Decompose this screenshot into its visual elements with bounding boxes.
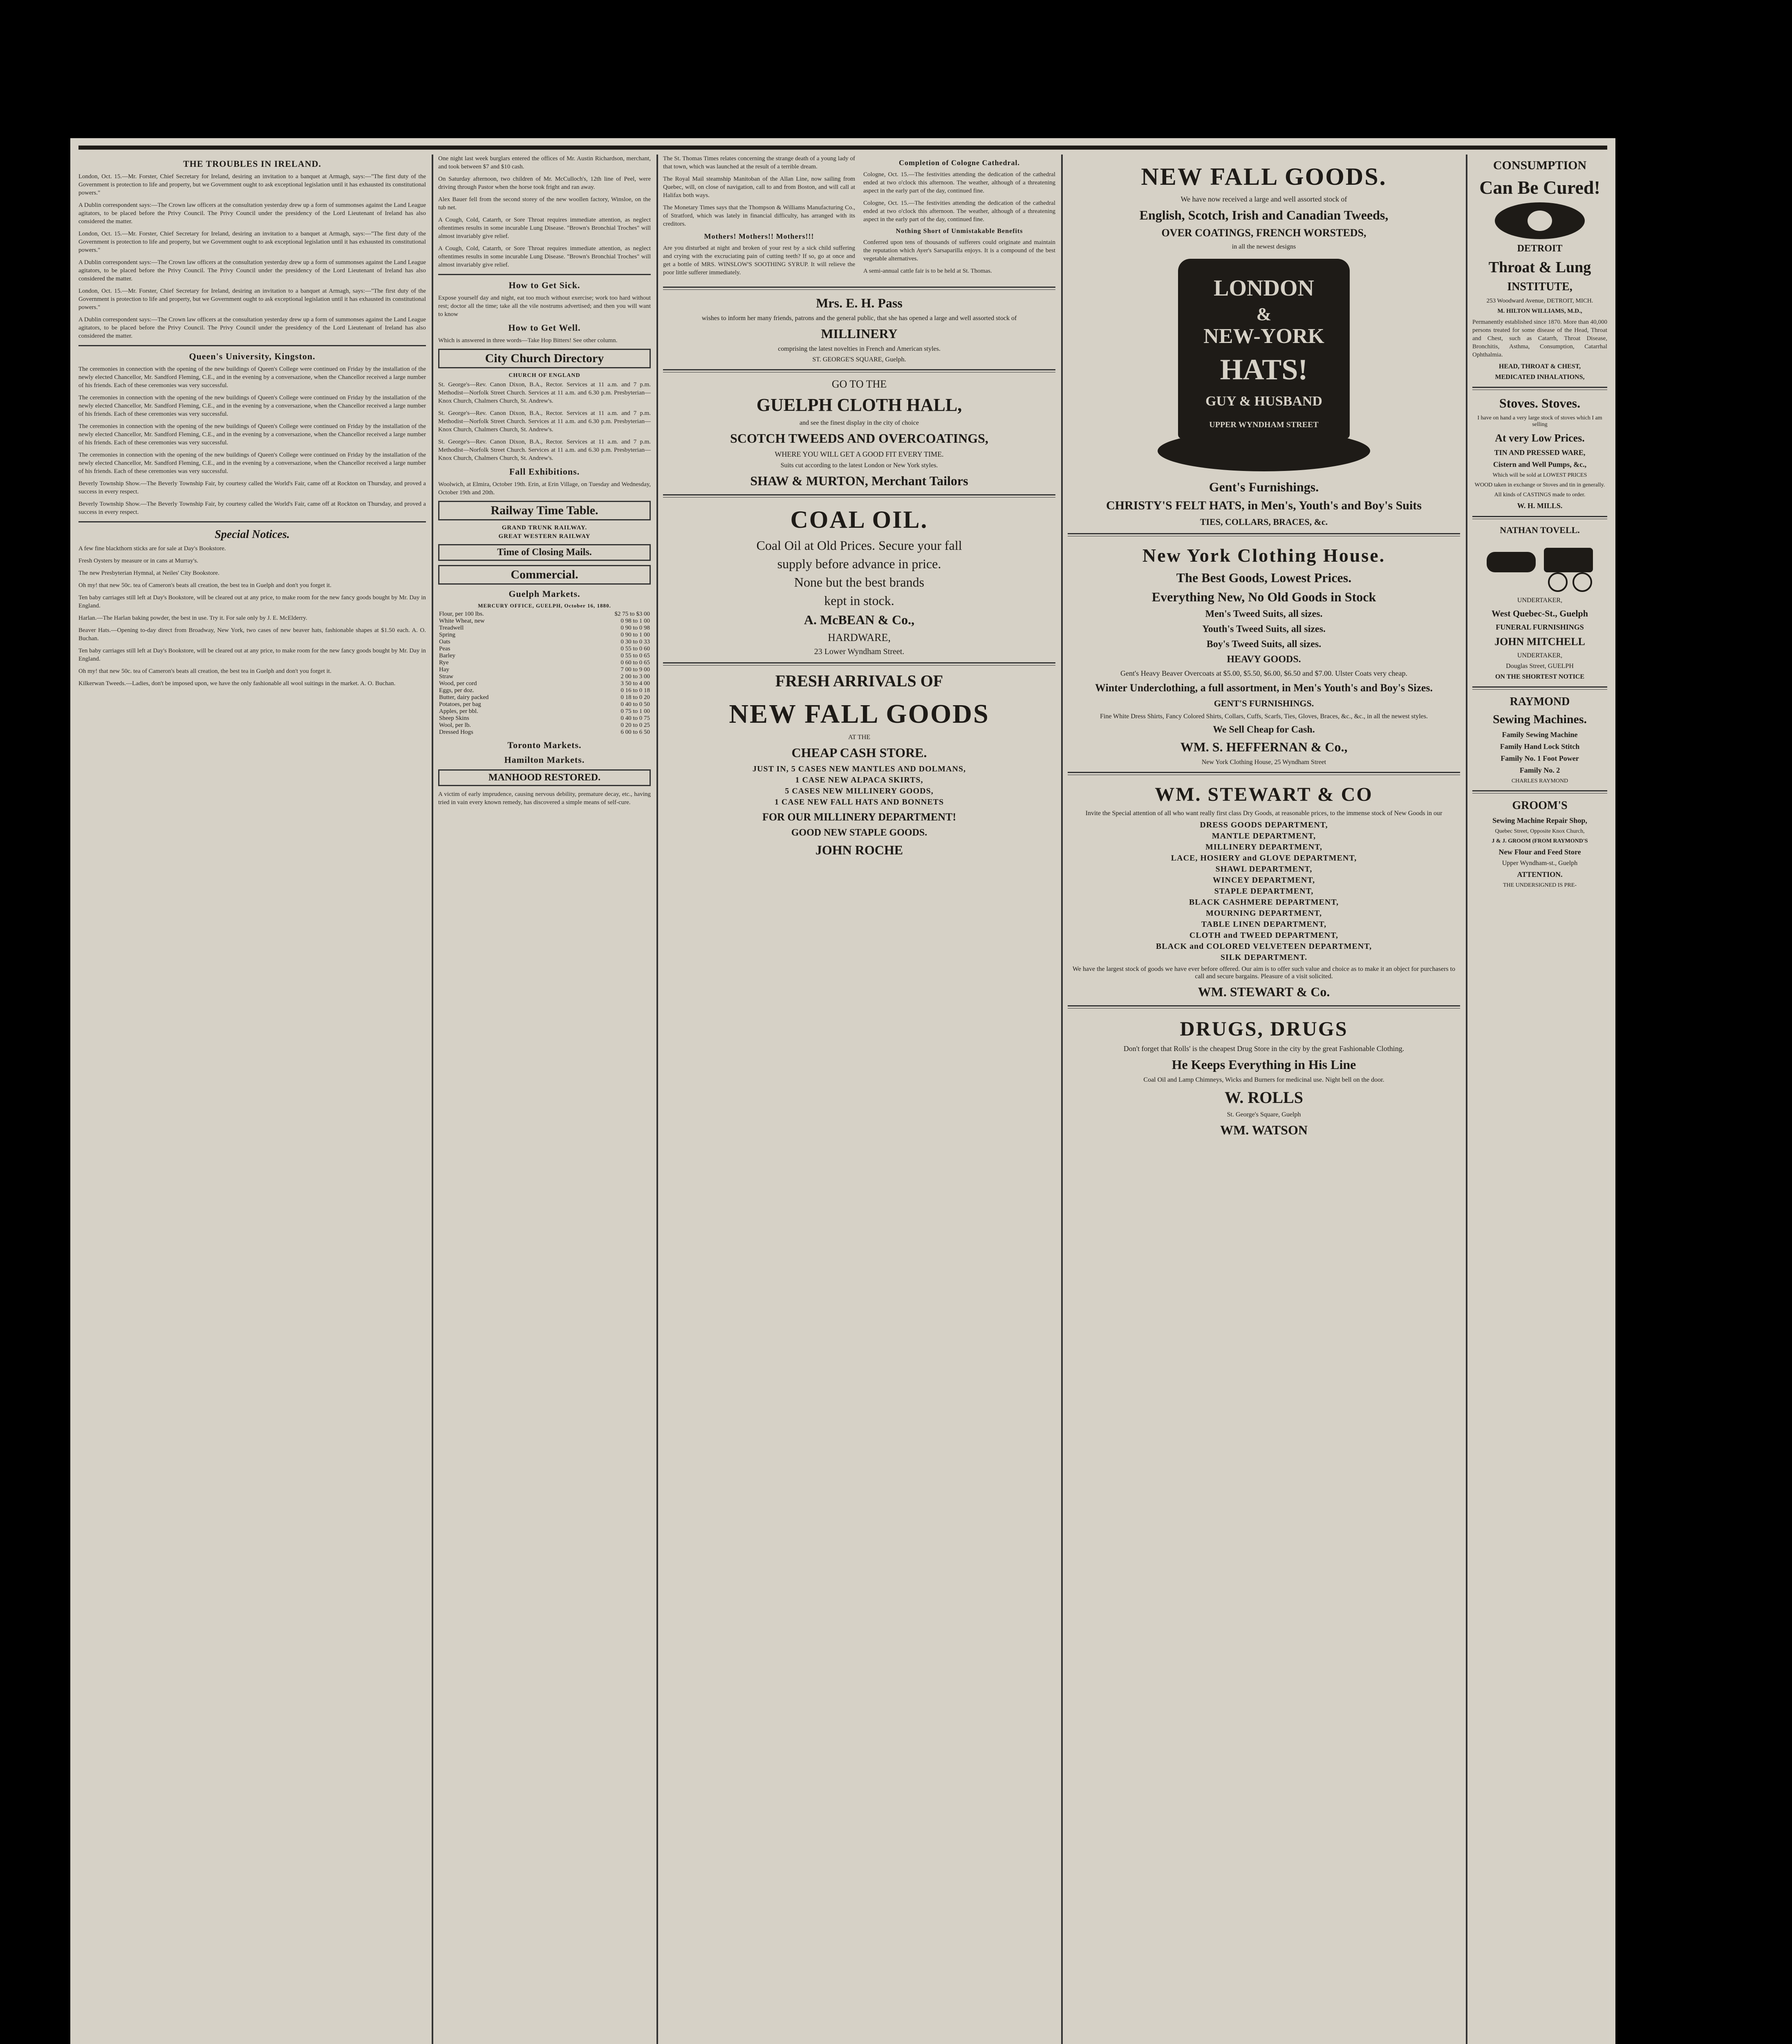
department-item: DRESS GOODS DEPARTMENT, [1200, 820, 1328, 829]
ad-heading: OVER COATINGS, FRENCH WORSTEDS, [1161, 227, 1366, 239]
ad-heading: FOR OUR MILLINERY DEPARTMENT! [762, 811, 956, 823]
article-paragraph: Are you disturbed at night and broken of your rest by a sick child suffering and crying with the excruciating pain of cutting teeth? If so, go at once and get a bottle of MRS. WINSLOW'S SOOTHING SYRUP. It will relieve the poor little sufferer immediately. [663, 245, 855, 276]
divider [663, 494, 1055, 498]
market-row [438, 701, 651, 708]
ad-heading: GENT'S FURNISHINGS. [1214, 698, 1314, 708]
article-paragraph: London, Oct. 15.—Mr. Forster, Chief Secretary for Ireland, desiring an invitation to a banquet at Armagh, says:—"The first duty of the Government is protection to life and property, but we Government ought to ask exceptional legislation until it has exhausted its constitutional powers." [78, 288, 426, 311]
column-local-news [438, 155, 651, 2044]
department-item: MILLINERY DEPARTMENT, [1205, 843, 1322, 852]
markets-title: Guelph Markets. [508, 589, 580, 599]
market-price: 0 20 to 0 25 [620, 722, 650, 728]
ad-text: kept in stock. [824, 593, 894, 608]
ad-text: supply before advance in price. [777, 556, 941, 571]
market-price: 0 75 to 1 00 [620, 708, 650, 715]
market-row [438, 618, 651, 625]
notice: A few fine blackthorn sticks are for sale at Day's Bookstore. [78, 545, 226, 552]
market-row [438, 729, 651, 736]
article-paragraph: Cologne, Oct. 15.—The festivities attending the dedication of the cathedral ended at two o'clock this afternoon. The weather, although of a threatening aspect in the early part of the day, continued fine. [863, 171, 1055, 194]
market-row [438, 673, 651, 680]
hat-text: HATS! [1220, 353, 1308, 386]
divider [1472, 387, 1607, 390]
article-paragraph: On Saturday afternoon, two children of Mr. McCulloch's, 12th line of Peel, were driving through Pastor when the horse took fright and ran away. [438, 176, 651, 191]
hat-text: NEW-YORK [1203, 325, 1324, 348]
ad-text: wishes to inform her many friends, patrons and the general public, that she has opened a large and well assorted stock of [701, 315, 1017, 322]
ad-text: Permanently established since 1870. More than 40,000 persons treated for some disease of the Head, Throat and Chest, such as Catarrh, Throat Disease, Bronchitis, Asthma, Consumption, Catarrhal Ophthalmia. [1472, 319, 1607, 358]
market-price: 0 55 to 0 65 [620, 652, 650, 659]
ad-text: AT THE [848, 734, 871, 741]
market-row [438, 666, 651, 673]
market-row [438, 708, 651, 715]
ad-heading: GUELPH CLOTH HALL, [756, 395, 962, 415]
department-item: CLOTH and TWEED DEPARTMENT, [1189, 931, 1339, 940]
ad-text: comprising the latest novelties in French and American styles. [778, 345, 941, 352]
ad-address: St. George's Square, Guelph [1227, 1111, 1301, 1118]
ad-item: JUST IN, 5 CASES NEW MANTLES AND DOLMANS, [752, 764, 966, 773]
ad-text: A victim of early imprudence, causing nervous debility, premature decay, etc., having tried in vain every known remedy, has discovered a simple means of self-cure. [438, 791, 651, 806]
ad-item: Family No. 1 Foot Power [1501, 754, 1579, 762]
markets-title: Hamilton Markets. [504, 755, 585, 765]
market-price: 0 55 to 0 60 [620, 645, 650, 652]
market-row [438, 659, 651, 666]
ad-heading: INSTITUTE, [1507, 280, 1572, 293]
ad-heading: Gent's Furnishings. [1209, 480, 1319, 494]
department-item: STAPLE DEPARTMENT, [1214, 887, 1314, 896]
ad-name: Mrs. E. H. Pass [816, 296, 903, 310]
ad-text: Coal Oil and Lamp Chimneys, Wicks and Burners for medicinal use. Night bell on the door. [1143, 1076, 1384, 1083]
market-price: 2 00 to 3 00 [620, 673, 650, 680]
department-item: MOURNING DEPARTMENT, [1205, 909, 1322, 918]
article-paragraph: London, Oct. 15.—Mr. Forster, Chief Secretary for Ireland, desiring an invitation to a banquet at Armagh, says:—"The first duty of the Government is protection to life and property, but we Government ought to ask exceptional legislation until it has exhausted its constitutional powers." [78, 173, 426, 196]
hat-brim [1158, 430, 1370, 471]
news-left [663, 155, 855, 281]
ad-heading: GROOM'S [1512, 799, 1568, 812]
ad-text: We have now received a large and well assorted stock of [1180, 195, 1347, 203]
ad-signature: WM. S. HEFFERNAN & Co., [1180, 740, 1348, 754]
church-listing: St. George's—Rev. Canon Dixon, B.A., Rector. Services at 11 a.m. and 7 p.m. Methodist—Norfolk Street Church. Services at 11 a.m. and 6.30 p.m. Presbyterian—Knox Church, Chalmers Church, St. Andrew's. [438, 439, 651, 462]
ad-signature: W. H. MILLS. [1517, 502, 1563, 510]
divider [1068, 772, 1460, 775]
ad-heading: Sewing Machines. [1492, 713, 1587, 726]
market-row [438, 715, 651, 722]
column-rule [656, 155, 658, 2044]
ad-item: Family Hand Lock Stitch [1500, 742, 1580, 751]
market-row [438, 652, 651, 659]
notice: The new Presbyterian Hymnal, at Neiles' City Bookstore. [78, 570, 220, 576]
ad-heading: MANHOOD RESTORED. [438, 769, 651, 786]
ad-heading: At very Low Prices. [1495, 432, 1585, 444]
market-item: Oats [439, 639, 450, 645]
article-paragraph: London, Oct. 15.—Mr. Forster, Chief Secretary for Ireland, desiring an invitation to a banquet at Armagh, says:—"The first duty of the Government is protection to life and property, but we Government ought to ask exceptional legislation until it has exhausted its constitutional powers." [78, 231, 426, 253]
notice: Kilkerwan Tweeds.—Ladies, don't be imposed upon, we have the only fashionable all wool suitings in the market. A. O. Buchan. [78, 680, 396, 687]
ad-heading: New York Clothing House. [1142, 545, 1386, 566]
article-paragraph: A Dublin correspondent says:—The Crown law officers at the consultation yesterday drew up a form of summonses against the Land League agitators, to be placed before the Privy Council. The Privy Council under the presidency of the Lord Lieutenant of Ireland has also considered the matter. [78, 202, 426, 225]
market-row [438, 632, 651, 639]
market-price: 0 60 to 0 65 [620, 659, 650, 666]
ad-text: None but the best brands [794, 575, 925, 589]
hat-text: & [1256, 304, 1272, 324]
railway-name: GREAT WESTERN RAILWAY [498, 533, 591, 540]
article-paragraph: Beverly Township Show.—The Beverly Township Fair, by courtesy called the World's Fair, came off at Rockton on Thursday, and proved a success in every respect. [78, 480, 426, 495]
ad-signature: WM. STEWART & Co. [1198, 984, 1330, 999]
ad-address: Upper Wyndham-st., Guelph [1502, 860, 1578, 867]
church-listing: St. George's—Rev. Canon Dixon, B.A., Rector. Services at 11 a.m. and 7 p.m. Methodist—Norfolk Street Church. Services at 11 a.m. and 6.30 p.m. Presbyterian—Knox Church, Chalmers Church, St. Andrew's. [438, 381, 651, 404]
column-news-ireland [78, 155, 426, 2044]
ad-heading: FUNERAL FURNISHINGS [1496, 623, 1584, 631]
divider [1472, 516, 1607, 519]
article-paragraph: Expose yourself day and night, eat too much without exercise; work too hard without rest; doctor all the time; take all the vile nostrums advertised; and then you will want to know [438, 295, 651, 318]
market-row [438, 611, 651, 618]
market-item: Wood, per cord [439, 680, 477, 687]
market-price: 0 18 to 0 20 [620, 694, 650, 701]
ad-text: Suits cut according to the latest London or New York styles. [780, 462, 938, 469]
market-item: Eggs, per doz. [439, 687, 474, 694]
ad-heading: Can Be Cured! [1479, 177, 1600, 198]
market-row [438, 645, 651, 652]
ad-item: 5 CASES NEW MILLINERY GOODS, [785, 787, 934, 796]
market-row [438, 639, 651, 645]
ad-heading: NEW FALL GOODS. [1141, 163, 1387, 190]
article-paragraph: The St. Thomas Times relates concerning the strange death of a young lady of that town, which was launched at the result of a terrible dream. [663, 155, 855, 170]
ad-heading: FRESH ARRIVALS OF [775, 672, 943, 690]
ad-signature: JOHN ROCHE [815, 843, 903, 857]
ad-heading: Winter Underclothing, a full assortment, in Men's Youth's and Boy's Sizes. [1095, 682, 1433, 694]
market-row [438, 680, 651, 687]
market-item: Butter, dairy packed [439, 694, 489, 701]
ad-heading: NEW FALL GOODS [729, 699, 990, 729]
ad-text: All kinds of CASTINGS made to order. [1494, 492, 1586, 498]
article-paragraph: Which is answered in three words—Take Hop Bitters! See other column. [438, 337, 618, 344]
hearse-shape [1544, 548, 1593, 572]
column-advertisements [1068, 155, 1460, 2044]
ad-text: Which will be sold at LOWEST PRICES [1492, 472, 1587, 478]
column-news-and-ads [663, 155, 1055, 2044]
market-item: Peas [439, 645, 450, 652]
ad-address: ST. GEORGE'S SQUARE, Guelph. [812, 356, 906, 363]
ad-text: GO TO THE [831, 378, 887, 390]
markets-title: Toronto Markets. [507, 740, 582, 750]
ad-heading: Throat & Lung [1488, 259, 1591, 276]
notice: Beaver Hats.—Opening to-day direct from Broadway, New York, two cases of new beaver hats, fashionable shapes at $1.50 each. A. O. Buchan. [78, 627, 426, 642]
ad-heading: Everything New, No Old Goods in Stock [1151, 589, 1376, 604]
article-paragraph: The Monetary Times says that the Thompson & Williams Manufacturing Co., of Stratford, which was lately in financial difficulty, has arranged with its creditors. [663, 204, 855, 227]
church-listing: St. George's—Rev. Canon Dixon, B.A., Rector. Services at 11 a.m. and 7 p.m. Methodist—Norfolk Street Church. Services at 11 a.m. and 6.30 p.m. Presbyterian—Knox Church, Chalmers Church, St. Andrew's. [438, 410, 651, 433]
ad-heading: West Quebec-St., Guelph [1492, 608, 1588, 619]
ad-text: Fine White Dress Shirts, Fancy Colored Shirts, Collars, Cuffs, Scarfs, Ties, Gloves, Braces, &c., &c., in all the newest styles. [1100, 713, 1428, 720]
ad-heading: CONSUMPTION [1493, 159, 1587, 172]
department-item: SHAWL DEPARTMENT, [1215, 865, 1313, 874]
markets-subtitle: MERCURY OFFICE, GUELPH, October 16, 1880. [478, 603, 611, 609]
ad-text: Gent's Heavy Beaver Overcoats at $5.00, $5.50, $6.00, $6.50 and $7.00. Ulster Coats very cheap. [1120, 669, 1408, 677]
article-subtitle: How to Get Well. [508, 323, 581, 333]
market-price: 3 50 to 4 00 [620, 680, 650, 687]
ad-text: HARDWARE, [828, 632, 891, 643]
ad-text: I have on hand a very large stock of stoves which I am selling [1477, 415, 1602, 428]
ad-signature: A. McBEAN & Co., [804, 612, 915, 627]
ad-heading: ATTENTION. [1517, 870, 1563, 879]
ad-text: Cistern and Well Pumps, &c., [1493, 460, 1587, 468]
ad-heading: WM. STEWART & CO [1155, 784, 1373, 805]
ad-address: Quebec Street, Opposite Knox Church, [1495, 828, 1585, 834]
market-item: Hay [439, 666, 449, 673]
ad-item: Boy's Tweed Suits, all sizes. [1206, 639, 1322, 650]
market-price: 0 40 to 0 50 [620, 701, 650, 708]
ad-text: M. HILTON WILLIAMS, M.D., [1497, 308, 1582, 314]
market-item: Dressed Hogs [439, 729, 473, 735]
ad-item: Men's Tweed Suits, all sizes. [1205, 609, 1323, 619]
ad-heading: English, Scotch, Irish and Canadian Tweeds, [1139, 208, 1389, 222]
article-title: Fall Exhibitions. [509, 466, 580, 477]
ad-heading: COAL OIL. [790, 506, 928, 533]
divider [663, 287, 1055, 290]
market-row [438, 722, 651, 729]
ad-address: Douglas Street, GUELPH [1506, 663, 1574, 670]
notice: Oh my! that new 50c. tea of Cameron's beats all creation, the best tea in Guelph and don't you forget it. [78, 668, 332, 675]
wheel-icon [1572, 572, 1592, 592]
ad-text: Invite the Special attention of all who want really first class Dry Goods, at reasonable prices, to the immense stock of New Goods in our [1085, 810, 1443, 817]
article-paragraph: The ceremonies in connection with the opening of the new buildings of Queen's College were continued on Friday by the installation of the newly elected Chancellor, Mr. Sandford Fleming, C.E., and in the evening by a conversazione, when the Chancellor received a large number of his friends. Each of these ceremonies was very successful. [78, 423, 426, 446]
ad-item: Youth's Tweed Suits, all sizes. [1202, 624, 1326, 634]
divider [1068, 1005, 1460, 1009]
ad-heading: He Keeps Everything in His Line [1172, 1057, 1356, 1072]
ad-text: We have the largest stock of goods we have ever before offered. Our aim is to offer such value and choice as to make it an object for purchasers to call and secure bargains. Pleasure of a visit solicited. [1072, 966, 1456, 980]
notice: Oh my! that new 50c. tea of Cameron's beats all creation, the best tea in Guelph and don't you forget it. [78, 582, 332, 589]
department-item: SILK DEPARTMENT. [1220, 953, 1308, 962]
ad-heading: Stoves. Stoves. [1499, 396, 1581, 410]
article-title: Nothing Short of Unmistakable Benefits [896, 228, 1023, 235]
top-rule [78, 146, 1607, 150]
market-price: 0 90 to 0 98 [620, 625, 650, 631]
section-heading: Commercial. [438, 565, 651, 585]
column-rule [432, 155, 433, 2044]
church-subheading: CHURCH OF ENGLAND [508, 372, 580, 379]
market-row [438, 694, 651, 701]
ad-heading: CHRISTY'S FELT HATS, in Men's, Youth's and Boy's Suits [1106, 499, 1422, 512]
hat-text: UPPER WYNDHAM STREET [1209, 420, 1319, 429]
market-prices-table [438, 611, 651, 736]
article-title: Queen's University, Kingston. [189, 351, 316, 361]
eye-icon [1495, 202, 1585, 239]
article-title: THE TROUBLES IN IRELAND. [183, 159, 321, 169]
ad-heading: We Sell Cheap for Cash. [1213, 724, 1315, 735]
department-item: BLACK and COLORED VELVETEEN DEPARTMENT, [1156, 942, 1372, 951]
market-price: 0 30 to 0 33 [620, 639, 650, 645]
divider [78, 521, 426, 522]
article-paragraph: The Royal Mail steamship Manitoban of the Allan Line, now sailing from Quebec, will, on close of navigation, call to and from Boston, and will call at Halifax both ways. [663, 176, 855, 199]
article-paragraph: A Dublin correspondent says:—The Crown law officers at the consultation yesterday drew up a form of summonses against the Land League agitators, to be placed before the Privy Council. The Privy Council under the presidency of the Lord Lieutenant of Ireland has also considered the matter. [78, 259, 426, 282]
horse-shape [1487, 552, 1536, 572]
market-price: 0 40 to 0 75 [620, 715, 650, 722]
ad-text: Coal Oil at Old Prices. Secure your fall [756, 538, 962, 553]
ad-item: Family No. 2 [1519, 766, 1560, 774]
ad-item: Family Sewing Machine [1502, 731, 1578, 739]
article-paragraph: Woolwich, at Elmira, October 19th. Erin, at Erin Village, on Tuesday and Wednesday, October 19th and 20th. [438, 481, 651, 496]
article-paragraph: A Cough, Cold, Catarrh, or Sore Throat requires immediate attention, as neglect oftentimes results in some incurable Lung Disease. "Brown's Bronchial Troches" will almost invariably give relief. [438, 217, 651, 240]
divider [78, 345, 426, 346]
top-hat-illustration [1158, 259, 1370, 471]
market-row [438, 687, 651, 694]
ad-heading: DRUGS, DRUGS [1180, 1017, 1348, 1040]
market-item: Straw [439, 673, 453, 680]
divider [1472, 790, 1607, 793]
notice: Fresh Oysters by measure or in cans at Murray's. [78, 558, 199, 564]
department-item: LACE, HOSIERY and GLOVE DEPARTMENT, [1171, 854, 1357, 863]
ad-heading: DETROIT [1517, 243, 1563, 254]
news-two-column [663, 155, 1055, 281]
ad-signature: SHAW & MURTON, Merchant Tailors [750, 473, 968, 488]
divider [663, 369, 1055, 372]
ad-address: 253 Woodward Avenue, DETROIT, MICH. [1486, 298, 1593, 304]
article-paragraph: Cologne, Oct. 15.—The festivities attending the dedication of the cathedral ended at two o'clock this afternoon. The weather, although of a threatening aspect in the early part of the day, continued fine. [863, 200, 1055, 223]
ad-heading: HEAVY GOODS. [1227, 654, 1301, 665]
ad-address: New York Clothing House, 25 Wyndham Street [1201, 759, 1326, 766]
ad-item: 1 CASE NEW FALL HATS AND BONNETS [774, 798, 944, 807]
divider [1068, 533, 1460, 536]
ad-heading: The Best Goods, Lowest Prices. [1176, 570, 1352, 585]
article-paragraph: A Dublin correspondent says:—The Crown law officers at the consultation yesterday drew up a form of summonses against the Land League agitators, to be placed before the Privy Council. The Privy Council under the presidency of the Lord Lieutenant of Ireland has also considered the matter. [78, 316, 426, 339]
market-item: Wool, per lb. [439, 722, 471, 728]
article-title: Completion of Cologne Cathedral. [899, 159, 1020, 167]
ad-heading: NATHAN TOVELL. [1500, 525, 1580, 535]
ad-heading: RAYMOND [1510, 695, 1570, 708]
market-price: 7 00 to 9 00 [620, 666, 650, 673]
market-item: Treadwell [439, 625, 464, 631]
market-price: 6 00 to 6 50 [620, 729, 650, 735]
market-row [438, 625, 651, 632]
column-rule [1061, 155, 1063, 2044]
notice: Harlan.—The Harlan baking powder, the best in use. Try it. For sale only by J. E. McElderry. [78, 615, 307, 621]
ad-text: UNDERTAKER, [1517, 597, 1563, 604]
department-item: MANTLE DEPARTMENT, [1212, 831, 1316, 840]
market-item: White Wheat, new [439, 618, 485, 624]
ad-text: THE UNDERSIGNED IS PRE- [1503, 882, 1577, 888]
department-list [1068, 820, 1460, 962]
section-heading: City Church Directory [438, 349, 651, 368]
article-paragraph: Beverly Township Show.—The Beverly Township Fair, by courtesy called the World's Fair, came off at Rockton on Thursday, and proved a success in every respect. [78, 501, 426, 515]
department-item: BLACK CASHMERE DEPARTMENT, [1189, 898, 1339, 907]
railway-name: GRAND TRUNK RAILWAY. [502, 524, 587, 531]
article-paragraph: The ceremonies in connection with the opening of the new buildings of Queen's College were continued on Friday by the installation of the newly elected Chancellor, Mr. Sandford Fleming, C.E., and in the evening by a conversazione, when the Chancellor received a large number of his friends. Each of these ceremonies was very successful. [78, 452, 426, 475]
market-price: 0 16 to 0 18 [620, 687, 650, 694]
hearse-illustration [1478, 540, 1601, 593]
ad-heading: New Flour and Feed Store [1499, 848, 1581, 856]
ad-address: 23 Lower Wyndham Street. [814, 647, 905, 656]
department-item: TABLE LINEN DEPARTMENT, [1201, 920, 1327, 929]
ad-text: WHERE YOU WILL GET A GOOD FIT EVERY TIME. [775, 450, 944, 458]
market-item: Sheep Skins [439, 715, 469, 722]
article-paragraph: Conferred upon tens of thousands of sufferers could originate and maintain the reputation which Ayer's Sarsaparilla enjoys. It is a compound of the best vegetable alternatives. [863, 239, 1055, 262]
section-heading: Railway Time Table. [438, 501, 651, 520]
department-item: WINCEY DEPARTMENT, [1212, 876, 1315, 885]
article-paragraph: A semi-annual cattle fair is to be held at St. Thomas. [863, 268, 992, 274]
wheel-icon [1548, 572, 1568, 592]
article-paragraph: A Cough, Cold, Catarrh, or Sore Throat requires immediate attention, as neglect oftentimes results in some incurable Lung Disease. "Brown's Bronchial Troches" will almost invariably give relief. [438, 245, 651, 268]
ad-text: in all the newest designs [1232, 243, 1296, 250]
newspaper-page [70, 138, 1615, 2044]
ad-text: UNDERTAKER, [1517, 652, 1563, 659]
ad-heading: SCOTCH TWEEDS AND OVERCOATINGS, [730, 431, 988, 446]
ad-heading: JOHN MITCHELL [1494, 636, 1585, 648]
ad-text: TIES, COLLARS, BRACES, &c. [1200, 517, 1328, 527]
divider [663, 662, 1055, 666]
ad-heading: HEAD, THROAT & CHEST, [1499, 363, 1581, 370]
ad-heading: MEDICATED INHALATIONS, [1495, 374, 1585, 381]
article-paragraph: The ceremonies in connection with the opening of the new buildings of Queen's College were continued on Friday by the installation of the newly elected Chancellor, Mr. Sandford Fleming, C.E., and in the evening by a conversazione, when the Chancellor received a large number of his friends. Each of these ceremonies was very successful. [78, 394, 426, 417]
ad-heading: CHEAP CASH STORE. [791, 745, 927, 760]
market-price: 0 90 to 1 00 [620, 632, 650, 638]
market-item: Apples, per bbl. [439, 708, 478, 715]
market-price: $2 75 to $3 00 [614, 611, 650, 617]
divider [438, 274, 651, 275]
notice: Ten baby carriages still left at Day's Bookstore, will be cleared out at any price, to make room for the new fancy goods bought by Mr. Day in England. [78, 648, 426, 662]
article-paragraph: One night last week burglars entered the offices of Mr. Austin Richardson, merchant, and took between $7 and $10 cash. [438, 155, 651, 170]
news-right [863, 155, 1055, 281]
market-item: Potatoes, per bag [439, 701, 481, 708]
column-rule [1466, 155, 1467, 2044]
ad-signature: WM. WATSON [1220, 1123, 1308, 1137]
ad-text: TIN AND PRESSED WARE, [1494, 448, 1586, 457]
market-price: 0 98 to 1 00 [620, 618, 650, 624]
ad-item: 1 CASE NEW ALPACA SKIRTS, [795, 775, 923, 784]
market-item: Barley [439, 652, 455, 659]
column-small-ads [1472, 155, 1607, 2044]
divider [1472, 686, 1607, 690]
ad-heading: GOOD NEW STAPLE GOODS. [791, 827, 927, 838]
ad-text: J & J. GROOM (FROM RAYMOND'S [1492, 838, 1588, 844]
article-paragraph: The ceremonies in connection with the opening of the new buildings of Queen's College were continued on Friday by the installation of the newly elected Chancellor, Mr. Sandford Fleming, C.E., and in the evening by a conversazione, when the Chancellor received a large number of his friends. Each of these ceremonies was very successful. [78, 366, 426, 389]
ad-heading: Sewing Machine Repair Shop, [1492, 816, 1587, 825]
ad-text: and see the finest display in the city of choice [800, 419, 919, 426]
market-item: Spring [439, 632, 456, 638]
section-heading: Special Notices. [215, 528, 290, 541]
section-heading: Time of Closing Mails. [438, 544, 651, 561]
ad-signature: CHARLES RAYMOND [1511, 778, 1568, 784]
article-title: How to Get Sick. [508, 280, 580, 290]
notice: Ten baby carriages still left at Day's Bookstore, will be cleared out at any price, to make room for the new fancy goods bought by Mr. Day in England. [78, 594, 426, 609]
article-paragraph: Alex Bauer fell from the second storey of the new woollen factory, Winsloe, on the tub net. [438, 196, 651, 211]
article-title: Mothers! Mothers!! Mothers!!! [704, 232, 814, 240]
ad-heading: MILLINERY [821, 326, 898, 341]
market-item: Rye [439, 659, 449, 666]
hat-text: GUY & HUSBAND [1205, 394, 1322, 409]
hat-text: LONDON [1214, 276, 1314, 301]
ad-text: ON THE SHORTEST NOTICE [1495, 673, 1585, 680]
ad-text: Don't forget that Rolls' is the cheapest Drug Store in the city by the great Fashionable Clothing. [1123, 1044, 1404, 1053]
ad-signature: W. ROLLS [1225, 1088, 1303, 1107]
ad-text: WOOD taken in exchange or Stoves and tin in generally. [1474, 482, 1605, 488]
market-item: Flour, per 100 lbs. [439, 611, 484, 617]
